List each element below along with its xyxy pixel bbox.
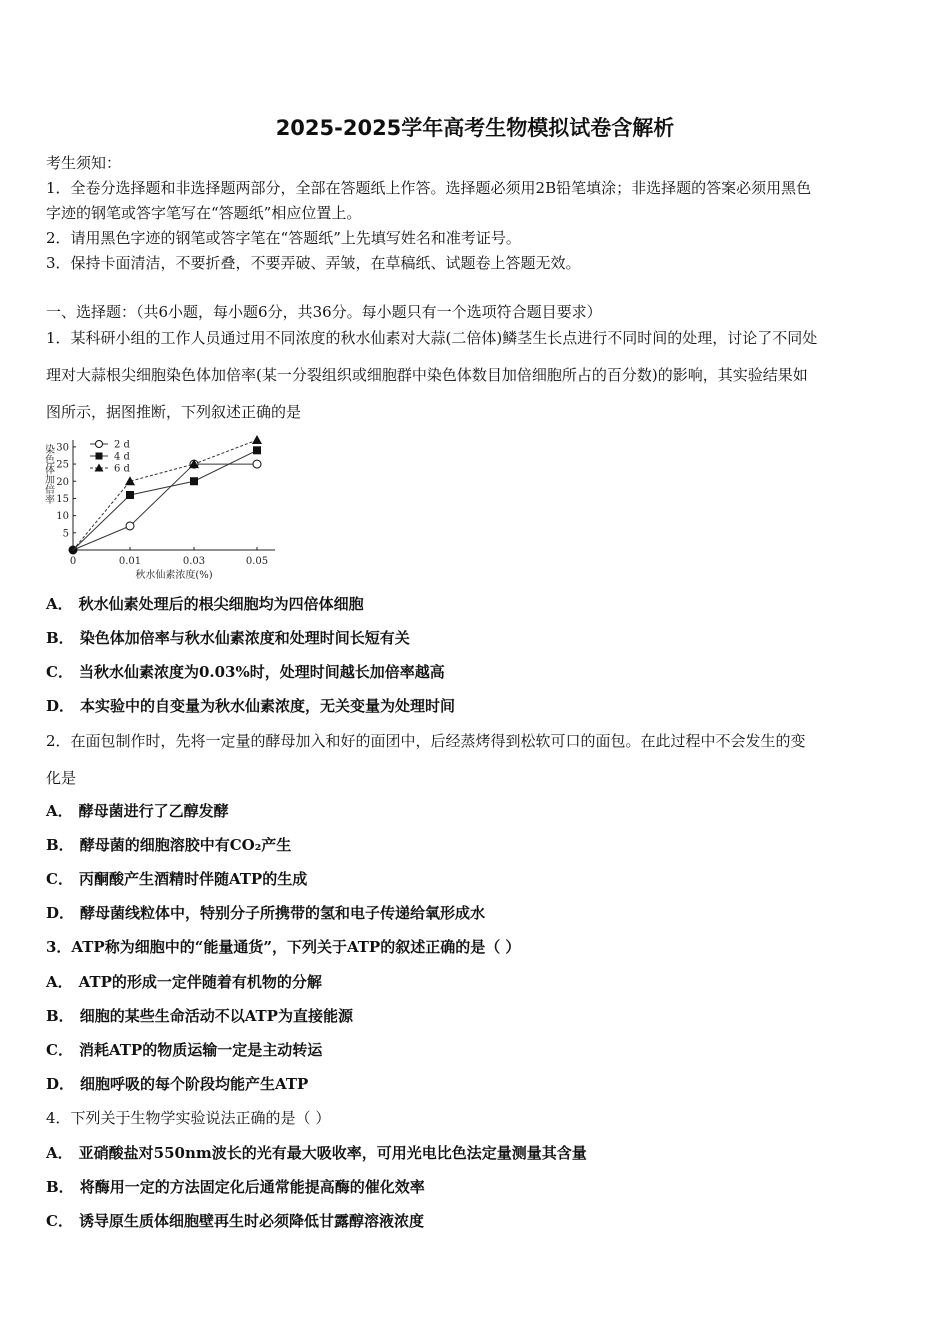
option-text: 将酶用一定的方法固定化后通常能提高酶的催化效率 [79, 1178, 425, 1196]
y-tick-label: 20 [56, 476, 69, 488]
q3-stem: 3．ATP称为细胞中的“能量通货”，下列关于ATP的叙述正确的是（ ） [46, 938, 521, 956]
option-label: B． [46, 1178, 74, 1196]
option-label: B． [46, 836, 74, 854]
option-text: 秋水仙素处理后的根尖细胞均为四倍体细胞 [78, 595, 364, 613]
x-tick-label: 0.01 [118, 556, 142, 567]
option-text: 本实验中的自变量为秋水仙素浓度，无关变量为处理时间 [80, 697, 456, 715]
y-tick-label: 15 [56, 493, 69, 505]
option-label: A． [46, 802, 73, 820]
q1-option-a[interactable] [46, 593, 364, 614]
q1-option-d[interactable] [46, 695, 455, 716]
notice-heading: 考生须知： [46, 154, 122, 172]
notice-item: 2．请用黑色字迹的钢笔或答字笔在“答题纸”上先填写姓名和准考证号。 [46, 229, 521, 247]
option-text: 酵母菌的细胞溶胶中有CO₂产生 [79, 836, 292, 854]
y-tick-label: 5 [62, 528, 69, 540]
data-point [253, 446, 261, 454]
notice-item: 1．全卷分选择题和非选择题两部分，全部在答题纸上作答。选择题必须用2B铅笔填涂；非选择题的答案必须用黑色 [46, 179, 812, 197]
option-text: 诱导原生质体细胞壁再生时必须降低甘露醇溶液浓度 [78, 1212, 424, 1230]
x-tick-label: 0 [69, 556, 77, 567]
q4-stem: 4．下列关于生物学实验说法正确的是（ ） [46, 1109, 331, 1127]
notice-item: 3．保持卡面清洁，不要折叠，不要弄破、弄皱，在草稿纸、试题卷上答题无效。 [46, 254, 581, 272]
option-text: 亚硝酸盐对550nm波长的光有最大吸收率，可用光电比色法定量测量其含量 [78, 1144, 587, 1162]
q1-stem-line: 理对大蒜根尖细胞染色体加倍率(某一分裂组织或细胞群中染色体数目加倍细胞所占的百分数)的影响，其实验结果如 [46, 366, 808, 384]
page-title: 2025-2025学年高考生物模拟试卷含解析 [275, 116, 675, 140]
y-tick-label: 30 [56, 442, 69, 454]
option-label: C． [46, 663, 73, 681]
legend-marker [96, 441, 103, 448]
option-label: B． [46, 1007, 74, 1025]
series-line [73, 464, 257, 550]
y-tick-label: 25 [56, 459, 69, 471]
q2-stem-line: 化是 [46, 769, 77, 787]
option-text: ATP的形成一定伴随着有机物的分解 [78, 973, 322, 991]
x-tick-label: 0.05 [245, 556, 269, 567]
option-text: 细胞呼吸的每个阶段均能产生ATP [80, 1075, 309, 1093]
q2-option-b[interactable] [46, 834, 291, 855]
data-point [252, 435, 262, 444]
y-tick-label: 10 [56, 511, 69, 523]
q2-stem-line: 2．在面包制作时，先将一定量的酵母加入和好的面团中，后经蒸烤得到松软可口的面包。在此过程中不会发生的变 [46, 732, 806, 750]
q4-option-c[interactable] [46, 1210, 424, 1231]
q3-option-d[interactable] [46, 1073, 308, 1094]
q4-option-b[interactable] [46, 1176, 425, 1197]
legend-label: 2 d [114, 439, 130, 451]
legend-label: 4 d [114, 451, 130, 463]
option-label: D． [46, 697, 75, 715]
option-text: 当秋水仙素浓度为0.03%时，处理时间越长加倍率越高 [78, 663, 445, 681]
option-text: 酵母菌线粒体中，特别分子所携带的氢和电子传递给氧形成水 [80, 904, 486, 922]
option-label: C． [46, 870, 73, 888]
option-text: 染色体加倍率与秋水仙素浓度和处理时间长短有关 [79, 629, 410, 647]
q3-option-b[interactable] [46, 1005, 353, 1026]
data-point [190, 477, 198, 485]
q1-stem-line: 图所示，据图推断，下列叙述正确的是 [46, 403, 302, 421]
x-axis-label: 秋水仙素浓度(%) [135, 570, 213, 581]
option-label: A． [46, 595, 73, 613]
option-label: A． [46, 1144, 73, 1162]
option-label: A． [46, 973, 73, 991]
q3-option-a[interactable] [46, 971, 322, 992]
y-axis-label: 染色体加倍率 [42, 444, 54, 504]
q1-stem-line: 1．某科研小组的工作人员通过用不同浓度的秋水仙素对大蒜(二倍体)鳞茎生长点进行不同时间的处理，讨论了不同处 [46, 329, 818, 347]
option-text: 酵母菌进行了乙醇发酵 [78, 802, 229, 820]
data-point [126, 522, 134, 530]
q2-option-d[interactable] [46, 902, 485, 923]
chromosome-doubling-chart [40, 432, 290, 582]
legend-marker [96, 453, 103, 460]
q3-option-c[interactable] [46, 1039, 322, 1060]
option-label: C． [46, 1212, 73, 1230]
option-label: D． [46, 904, 75, 922]
option-label: C． [46, 1041, 73, 1059]
q2-option-c[interactable] [46, 868, 307, 889]
section-heading: 一、选择题：（共6小题，每小题6分，共36分。每小题只有一个选项符合题目要求） [46, 303, 602, 321]
q1-option-c[interactable] [46, 661, 445, 682]
option-text: 消耗ATP的物质运输一定是主动转运 [78, 1041, 323, 1059]
option-text: 细胞的某些生命活动不以ATP为直接能源 [79, 1007, 353, 1025]
legend-label: 6 d [114, 463, 130, 475]
series-line [73, 450, 257, 550]
data-point [126, 491, 134, 499]
option-label: B． [46, 629, 74, 647]
data-point [253, 460, 261, 468]
q1-option-b[interactable] [46, 627, 410, 648]
q4-option-a[interactable] [46, 1142, 587, 1163]
x-tick-label: 0.03 [182, 556, 206, 567]
option-label: D． [46, 1075, 75, 1093]
q2-option-a[interactable] [46, 800, 229, 821]
option-text: 丙酮酸产生酒精时伴随ATP的生成 [78, 870, 308, 888]
notice-item: 字迹的钢笔或答字笔写在“答题纸”相应位置上。 [46, 204, 362, 222]
